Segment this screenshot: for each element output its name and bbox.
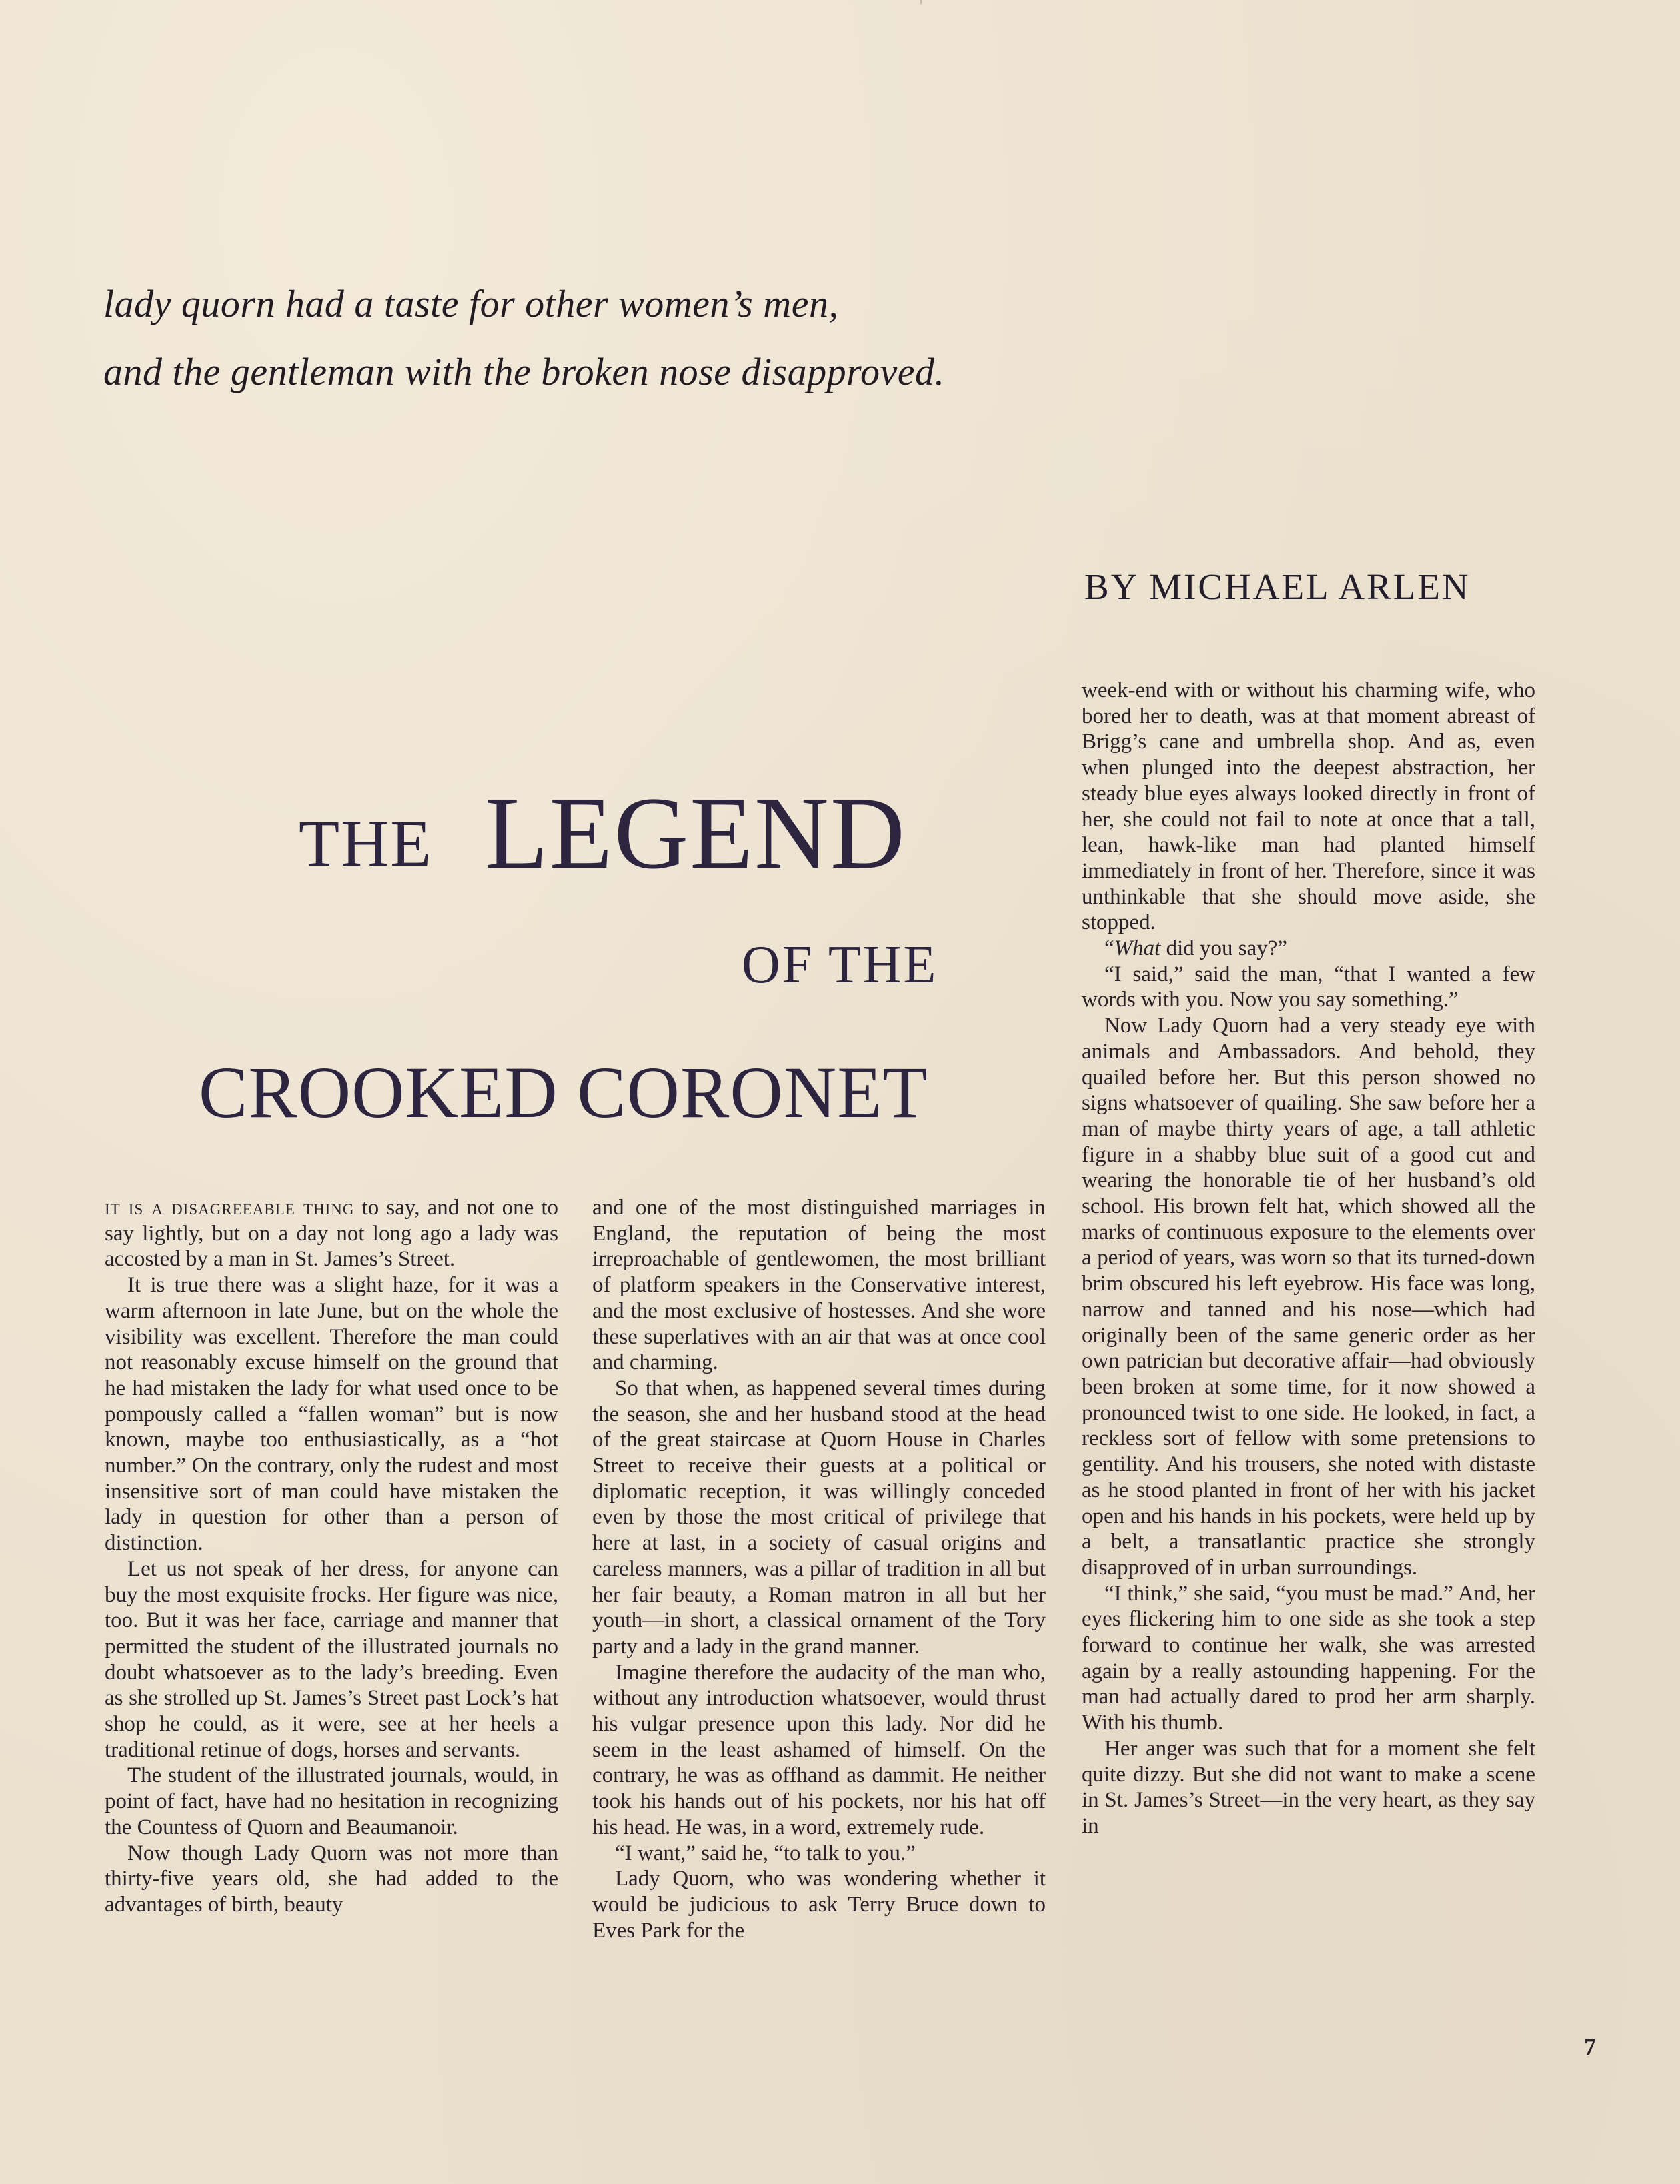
paragraph: and one of the most distinguished marriages in England, the reputation of being the most irreproachable of gentlewomen, the most brilliant of platform speakers in the Conservative interest, and the most exclusive of hostesses. And she wore these superlatives with an air that was at once cool and charming.	[592, 1196, 1046, 1375]
paragraph: “What did you say?”	[1104, 936, 1288, 961]
paragraph: The student of the illustrated journals, would, in point of fact, have had no hesitation in recognizing the Countess of Quorn and Beaumanoir.	[105, 1763, 558, 1839]
deck-line-2: and the gentleman with the broken nose disapproved.	[103, 350, 945, 393]
paragraph: Let us not speak of her dress, for anyone can buy the most exquisite frocks. Her figure was nice, too. But it was her face, carriage and manner that permitted the student of the illustrated journals no doubt whatsoever as to the lady’s breeding. Even as she strolled up St. James’s Street past Lock’s hat shop he could, as it were, see at her heels a traditional retinue of dogs, horses and servants.	[105, 1556, 558, 1762]
title-legend: LEGEND	[485, 776, 906, 890]
paragraph: Now though Lady Quorn was not more than thirty-five years old, she had added to the advantages of birth, beauty	[105, 1841, 558, 1917]
paragraph: “I said,” said the man, “that I wanted a few words with you. Now you say something.”	[1082, 962, 1535, 1012]
paragraph: Her anger was such that for a moment she felt quite dizzy. But she did not want to make a scene in St. James’s Street—in the very heart, as they say in	[1082, 1736, 1535, 1838]
paragraph: Now Lady Quorn had a very steady eye with animals and Ambassadors. And behold, they quailed before her. But this person showed no signs whatsoever of quailing. She saw before her a man of maybe thirty years of age, a tall athletic figure in a shabby blue suit of a good cut and wearing the honorable tie of her husband’s old school. His brown felt hat, which showed all the marks of continuous exposure to the elements over a period of years, was worn so that its turned-down brim obscured his left eyebrow. His face was long, narrow and tanned and his nose—which had originally been of the same generic order as her own patrician but decorative affair—had obviously been broken at some time, for it now showed a pronounced twist to one side. He looked, in fact, a reckless sort of fellow with some pretensions to gentility. And his trousers, she noted with distaste as he stood planted in front of her with his jacket open and his hands in his pockets, were held up by a belt, a transatlantic practice she strongly disapproved of in urban surroundings.	[1082, 1014, 1535, 1580]
paragraph: Lady Quorn, who was wondering whether it would be judicious to ask Terry Bruce down to Eves Park for the	[592, 1867, 1046, 1943]
paragraph: week-end with or without his charming wife, who bored her to death, was at that moment abreast of Brigg’s cane and umbrella shop. And as, even when plunged into the deepest abstraction, her steady blue eyes always looked directly in front of her, she could not fail to note at once that a tall, lean, hawk-like man had planted himself immediately in front of her. Therefore, since it was unthinkable that she should move aside, she stopped.	[1082, 678, 1535, 935]
paragraph: Imagine therefore the audacity of the man who, without any introduction whatsoever, would thrust his vulgar presence upon this lady. Nor did he seem in the least ashamed of himself. On the contrary, he was as offhand as dammit. He neither took his hands out of his pockets, nor his hat off his head. He was, in a word, extremely rude.	[592, 1660, 1046, 1839]
deck-line-1: lady quorn had a taste for other women’s men,	[103, 282, 839, 325]
title-crooked-coronet: CROOKED CORONET	[199, 1052, 928, 1133]
paragraph: “I think,” she said, “you must be mad.” And, her eyes flickering him to one side as she took a step forward to continue her walk, she was arrested again by a really astounding happening. For the man had actually dared to prod her arm sharply. With his thumb.	[1082, 1581, 1535, 1735]
byline: BY MICHAEL ARLEN	[1084, 566, 1471, 607]
paragraph: It is true there was a slight haze, for it was a warm afternoon in late June, but on the whole the visibility was excellent. Therefore the man could not reasonably excuse himself on the ground that he had mistaken the lady for what used once to be pompously called a “fallen woman” but is now known, maybe too enthusiastically, as a “hot number.” On the contrary, only the rudest and most insensitive sort of man could have mistaken the lady in question for other than a person of distinction.	[105, 1273, 558, 1556]
page-number: 7	[1584, 2033, 1596, 2060]
paragraph: it is a disagreeable thing to say, and not one to say lightly, but on a day not long ago a lady was accosted by a man in St. James’s Street.	[105, 1196, 558, 1272]
body-column-3	[1082, 678, 1535, 1839]
lead-in: it is a disagreeable thing	[105, 1196, 355, 1220]
scan-mark	[920, 0, 922, 4]
paragraph: So that when, as happened several times during the season, she and her husband stood at the head of the great staircase at Quorn House in Charles Street to receive their guests at a political or diplomatic reception, it was willingly conceded even by those the most critical of privilege that here at last, in a society of casual origins and careless manners, was a pillar of tradition in all but her fair beauty, a Roman matron in all but her youth—in short, a classical ornament of the Tory party and a lady in the grand manner.	[592, 1376, 1046, 1659]
deck-subtitle	[103, 270, 1104, 406]
body-column-1	[105, 1195, 558, 1918]
emphasis: What	[1114, 936, 1161, 961]
paragraph: “I want,” said he, “to talk to you.”	[615, 1841, 916, 1865]
title-of-the: OF THE	[742, 936, 938, 994]
body-column-2	[592, 1195, 1046, 1943]
title-the: THE	[299, 806, 433, 880]
